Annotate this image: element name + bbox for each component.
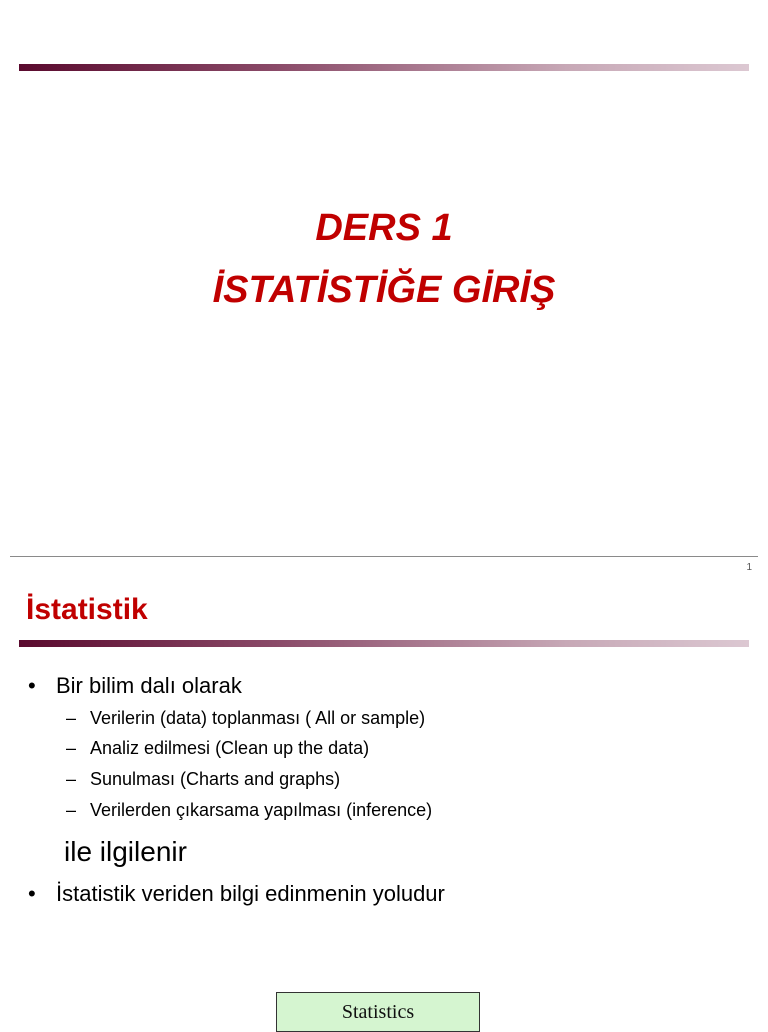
slide-divider [10,556,758,557]
page-number: 1 [746,562,752,573]
dash-marker: – [66,769,77,789]
sub-bullet-text-main: Sunulması [90,769,176,789]
bullet-item [28,672,242,700]
sub-bullet-item [66,767,340,791]
bullet-text: Bir bilim dalı olarak [56,673,242,698]
bullet-item [28,880,445,908]
sub-bullet-text-extra: (Charts and graphs) [175,769,341,789]
plain-text-line: ile ilgilenir [64,836,187,867]
sub-bullet-item [66,736,369,760]
slide-title-line-2: İSTATİSTİĞE GİRİŞ [212,269,556,311]
bullet-text: İstatistik veriden bilgi edinmenin yoludur [56,881,445,906]
sub-bullet-text-main: Analiz edilmesi [90,738,211,758]
statistics-box: Statistics [276,992,480,1032]
top-gradient-bar [19,64,749,71]
bullet-marker: • [28,881,36,906]
slide-title-line-1: DERS 1 [315,207,453,249]
sub-bullet-text-extra: (inference) [341,800,433,820]
heading-gradient-bar [19,640,749,647]
bullet-marker: • [28,673,36,698]
dash-marker: – [66,738,77,758]
dash-marker: – [66,800,77,820]
dash-marker: – [66,708,77,728]
slide-heading: İstatistik [26,593,148,626]
sub-bullet-item [66,706,425,730]
sub-bullet-text-main: Verilerin (data) toplanması [90,708,301,728]
sub-bullet-text-extra: ( All or sample) [300,708,426,728]
sub-bullet-item [66,798,432,822]
sub-bullet-text-main: Verilerden çıkarsama yapılması [90,800,342,820]
sub-bullet-text-extra: (Clean up the data) [210,738,370,758]
